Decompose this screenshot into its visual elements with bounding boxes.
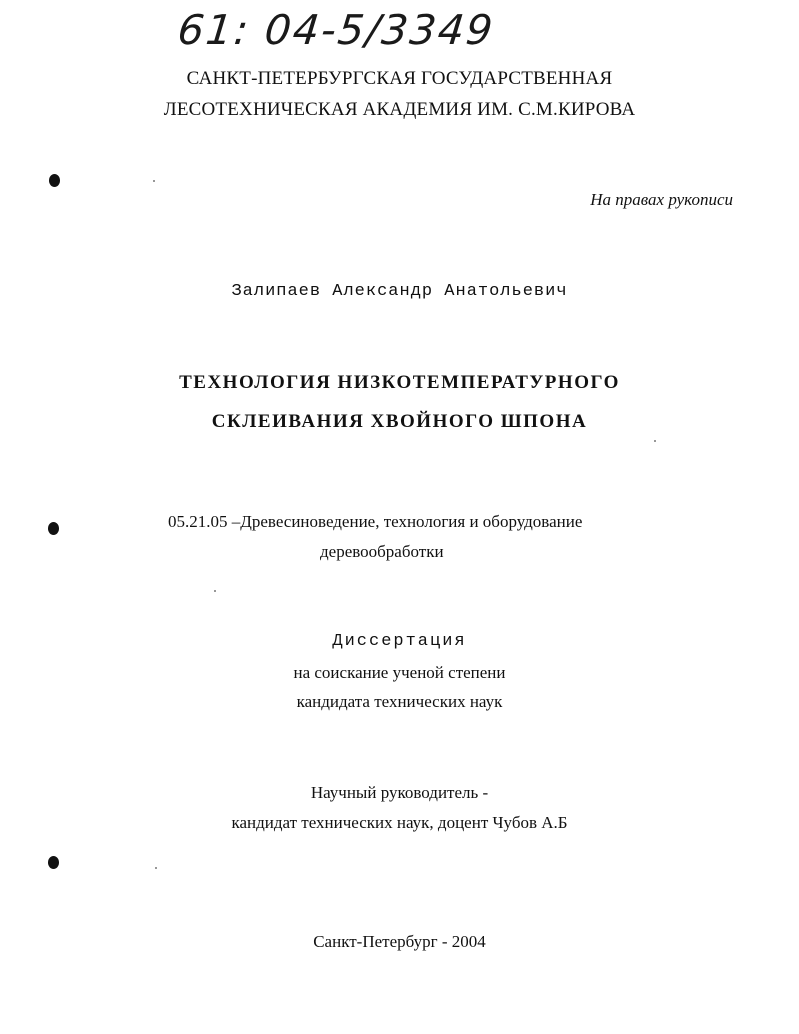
specialty-line-1: 05.21.05 –Древесиноведение, технология и оборудование [168,512,583,531]
dissertation-heading: Диссертация [332,632,467,651]
institution-line-1: САНКТ-ПЕТЕРБУРГСКАЯ ГОСУДАРСТВЕННАЯ [186,68,613,89]
scan-speck [214,590,216,592]
dissertation-line-1: на соискание ученой степени [293,663,506,682]
title-line-2: СКЛЕИВАНИЯ ХВОЙНОГО ШПОНА [211,411,588,432]
binder-hole-middle [48,522,59,535]
author-name: Залипаев Александр Анатольевич [231,282,568,301]
dissertation-line-2: кандидата технических наук [296,692,503,711]
institution-line-2: ЛЕСОТЕХНИЧЕСКАЯ АКАДЕМИЯ ИМ. С.М.КИРОВА [163,99,636,120]
supervisor-label: Научный руководитель - [310,783,489,802]
scan-speck [155,867,157,869]
specialty-line-2: деревообработки [320,542,444,561]
scan-speck [153,180,155,182]
city-year: Санкт-Петербург - 2004 [313,932,486,951]
scan-speck [654,440,656,442]
binder-hole-top [49,174,60,187]
supervisor-name: кандидат технических наук, доцент Чубов А.Б [231,813,568,832]
title-line-1: ТЕХНОЛОГИЯ НИЗКОТЕМПЕРАТУРНОГО [179,372,620,393]
archive-stamp: 61: 04-5/3349 [175,6,497,54]
binder-hole-bottom [48,856,59,869]
manuscript-note: На правах рукописи [590,190,733,209]
